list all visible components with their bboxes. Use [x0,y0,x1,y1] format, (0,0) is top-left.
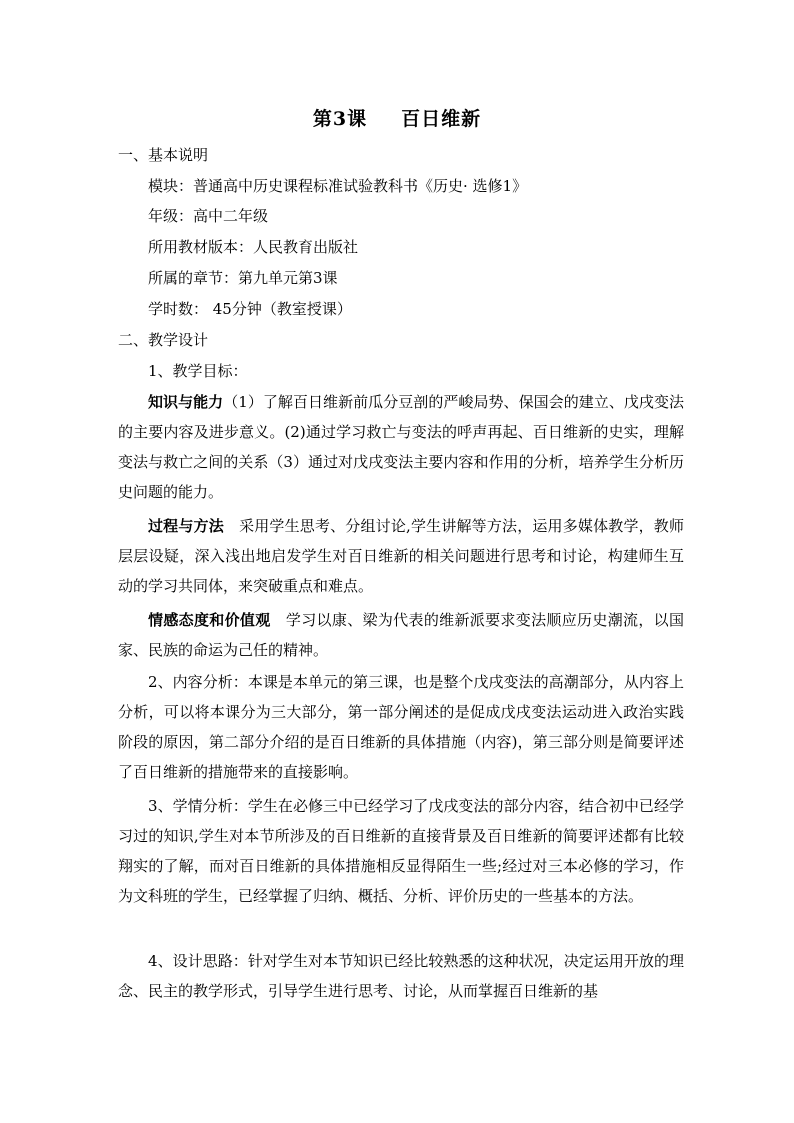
section-heading-basic: 一、基本说明 [118,146,209,164]
lesson-title: 百日维新 [401,108,482,130]
hours-line: 学时数： 45分钟（教室授课） [148,300,352,318]
goal-process-text: 采用学生思考、分组讨论,学生讲解等方法，运用多媒体教学，教师层层设疑，深入浅出地启发学生对百日维新的相关问题进行思考和讨论，构建师生互动的学习共同体，来突破重点和难点。 [118,517,684,595]
page-title [0,104,794,131]
goal-emotion-paragraph [118,605,684,665]
goal-knowledge-paragraph [118,387,684,507]
chapter-line: 所属的章节：第九单元第3课 [148,269,338,287]
lesson-number: 第3课 [312,108,368,130]
design-idea-paragraph: 4、设计思路：针对学生对本节知识已经比较熟悉的这种状况，决定运用开放的理念、民主的教学形式，引导学生进行思考、讨论，从而掌握百日维新的基 [118,952,684,1000]
edition-line: 所用教材版本：人民教育出版社 [148,238,359,256]
grade-line: 年级：高中二年级 [148,207,269,225]
section-heading-design: 二、教学设计 [118,331,209,349]
goal-process-label: 过程与方法 [148,517,224,535]
goal-knowledge-label: 知识与能力 [148,393,224,411]
goal-process-paragraph [118,511,684,601]
goal-heading: 1、教学目标： [148,362,248,380]
module-line: 模块：普通高中历史课程标准试验教科书《历史· 选修1》 [148,177,528,195]
goal-emotion-label: 情感态度和价值观 [148,611,271,629]
goal-knowledge-text: （1）了解百日维新前瓜分豆剖的严峻局势、保国会的建立、戊戌变法的主要内容及进步意义。(2)通过学习救亡与变法的呼声再起、百日维新的史实，理解变法与救亡之间的关系（3）通过对戊戌变法主要内容和作用的分析，培养学生分析历史问题的能力。 [118,393,684,501]
goal-emotion-text: 学习以康、梁为代表的维新派要求变法顺应历史潮流，以国家、民族的命运为己任的精神。 [118,611,684,659]
content-analysis-paragraph: 2、内容分析：本课是本单元的第三课，也是整个戊戌变法的高潮部分，从内容上分析，可以将本课分为三大部分，第一部分阐述的是促成戊戌变法运动进入政治实践阶段的原因，第二部分介绍的是百日维新的具体措施（内容)，第三部分则是简要评述了百日维新的措施带来的直接影响。 [118,673,684,781]
student-analysis-paragraph: 3、学情分析：学生在必修三中已经学习了戊戌变法的部分内容，结合初中已经学习过的知识,学生对本节所涉及的百日维新的直接背景及百日维新的简要评述都有比较翔实的了解，而对百日维新的具体措施相反显得陌生一些;经过对三本必修的学习，作为文科班的学生，已经掌握了归纳、概括、分析、评价历史的一些基本的方法。 [118,797,684,905]
